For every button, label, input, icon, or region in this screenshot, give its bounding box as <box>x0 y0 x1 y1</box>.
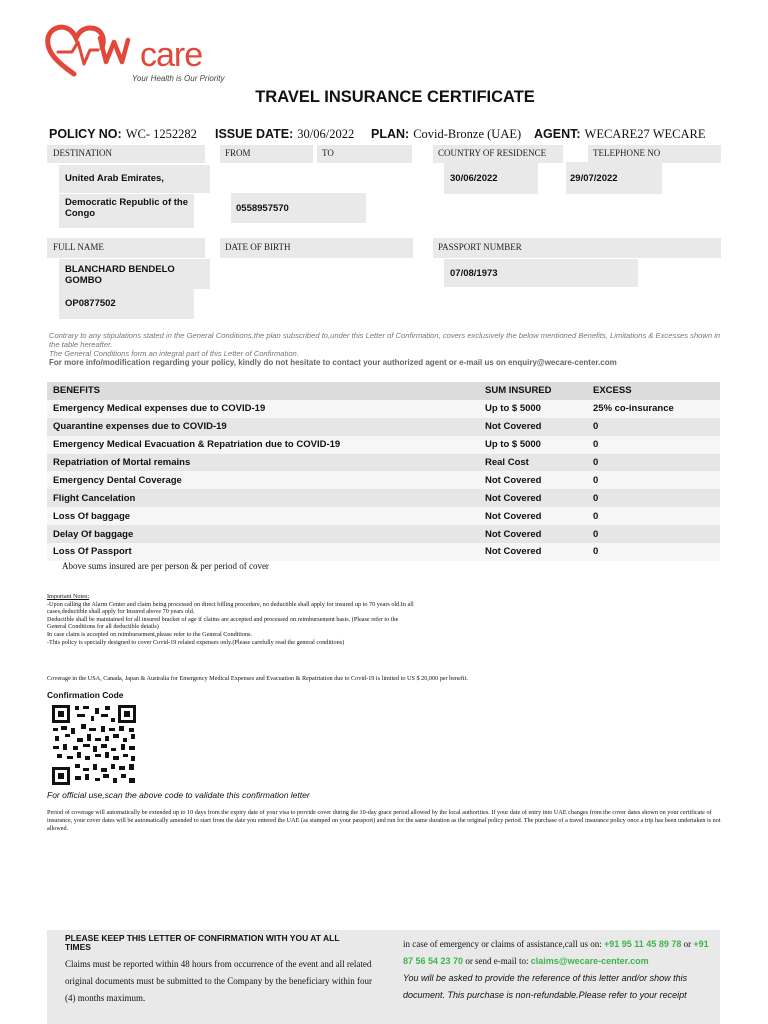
email-prefix: or send e-mail to: <box>465 956 529 966</box>
table-row <box>47 543 720 561</box>
excess: 0 <box>587 507 720 525</box>
excess: 0 <box>587 418 720 436</box>
col-benefits: BENEFITS <box>47 382 479 400</box>
col-sum-insured: SUM INSURED <box>479 382 587 400</box>
excess: 0 <box>587 436 720 454</box>
table-row <box>47 525 720 543</box>
from-label: FROM <box>220 145 313 163</box>
passport-value: OP0877502 <box>59 289 194 319</box>
sum-insured: Not Covered <box>479 489 587 507</box>
emergency-phone-1[interactable]: +91 95 11 45 89 78 <box>604 939 682 949</box>
agent-value: WECARE27 WECARE <box>584 126 706 141</box>
notes-line: General Conditions for all deductible details) <box>47 623 159 631</box>
sum-insured: Not Covered <box>479 418 587 436</box>
benefits-table <box>47 382 720 561</box>
policy-value: WC- 1252282 <box>125 126 197 141</box>
table-row <box>47 507 720 525</box>
residence-label: COUNTRY OF RESIDENCE <box>433 145 563 163</box>
fullname-label: FULL NAME <box>47 238 205 258</box>
benefits-footnote: Above sums insured are per person & per period of cover <box>62 561 269 571</box>
table-row <box>47 436 720 454</box>
destination-label: DESTINATION <box>47 145 205 163</box>
telephone-value: 0558957570 <box>231 193 366 223</box>
page-title: TRAVEL INSURANCE CERTIFICATE <box>255 88 535 106</box>
excess: 0 <box>587 525 720 543</box>
heart-logo-icon <box>44 22 144 82</box>
plan-label: PLAN: <box>371 127 410 141</box>
qr-code-icon <box>51 704 137 786</box>
sum-insured: Up to $ 5000 <box>479 400 587 418</box>
emergency-phone-2[interactable]: +91 87 56 54 23 70 <box>403 939 709 966</box>
table-row <box>47 418 720 436</box>
table-row <box>47 454 720 472</box>
notes-line: cases,deductible shall apply for Insured above 70 years old. <box>47 608 195 616</box>
benefit-name: Loss Of Passport <box>47 543 479 561</box>
benefit-name: Quarantine expenses due to COVID-19 <box>47 418 479 436</box>
policy-label: POLICY NO: <box>49 127 122 141</box>
benefit-name: Flight Cancelation <box>47 489 479 507</box>
destination-2: Democratic Republic of the Congo <box>59 194 194 228</box>
notes-heading: Important Notes: <box>47 593 90 600</box>
dob-label: DATE OF BIRTH <box>220 238 413 258</box>
issue-date <box>215 124 354 144</box>
benefit-name: Emergency Dental Coverage <box>47 471 479 489</box>
excess: 0 <box>587 543 720 561</box>
claims-text: Claims must be reported within 48 hours from occurrence of the event and all related original documents must be submitted to the Company by the beneficiary within four (4) months maximum. <box>65 959 372 1003</box>
to-label: TO <box>317 145 412 163</box>
confirmation-label: Confirmation Code <box>47 690 124 700</box>
benefit-name: Emergency Medical expenses due to COVID-19 <box>47 400 479 418</box>
logo-brand: care <box>140 36 203 74</box>
agent-label: AGENT: <box>534 127 581 141</box>
notes-line: -Upon calling the Alarm Center and claim being processed on direct billing procedure, no deductible shall apply for insured up to 70 years old.In all <box>47 600 414 608</box>
sum-insured: Not Covered <box>479 507 587 525</box>
telephone-label: TELEPHONE NO <box>588 145 721 163</box>
notes-line: -This policy is specially designed to cover Covid-19 related expenses only.(Please carefully read the general conditions) <box>47 638 345 646</box>
emergency-contact <box>403 936 713 970</box>
issue-value: 30/06/2022 <box>297 126 355 141</box>
sum-insured: Real Cost <box>479 454 587 472</box>
agent <box>534 124 705 144</box>
col-excess: EXCESS <box>587 382 720 400</box>
sum-insured: Not Covered <box>479 471 587 489</box>
passport-label: PASSPORT NUMBER <box>433 238 721 258</box>
disclaimer <box>49 331 725 367</box>
period-of-coverage: Period of coverage will automatically be extended up to 10 days from the expiry date of your visa to provide cover during the 10-day grace period allowed by the local authorities. If your date of entry into UAE changes from the cover dates shown on your certificate of insurance, your cover dates will be automatically amended to start from the date you entered the UAE (as stamped on your passport) and run for the same duration as the original policy period. The purchase of a travel insurance policy once a trip has been undertaken is not allowed. <box>47 809 721 832</box>
plan <box>371 124 521 144</box>
fullname-value: BLANCHARD BENDELO GOMBO <box>59 259 210 289</box>
claims-email-link[interactable]: claims@wecare-center.com <box>530 956 649 966</box>
destination-1: United Arab Emirates, <box>59 165 210 193</box>
sum-insured: Not Covered <box>479 543 587 561</box>
excess: 0 <box>587 454 720 472</box>
important-notes <box>47 593 547 646</box>
table-row <box>47 400 720 418</box>
policy-number <box>49 124 197 144</box>
sum-insured: Not Covered <box>479 525 587 543</box>
notes-line: In case claim is accepted on reimbursement,please refer to the General Conditions. <box>47 630 252 638</box>
plan-value: Covid-Bronze (UAE) <box>413 126 522 141</box>
disclaimer-line3: For more info/modification regarding your policy, kindly do not hesitate to contact your authorized agent or e-mail us on enquiry@wecare-center.com <box>49 358 617 367</box>
or-text: or <box>683 939 692 949</box>
excess: 0 <box>587 471 720 489</box>
sum-insured: Up to $ 5000 <box>479 436 587 454</box>
disclaimer-line2: The General Conditions form an integral part of this Letter of Confirmation. <box>49 349 299 358</box>
from-value: 30/06/2022 <box>444 162 538 194</box>
logo-tagline: Your Health is Our Priority <box>132 74 225 83</box>
excess: 25% co-insurance <box>587 400 720 418</box>
benefit-name: Repatriation of Mortal remains <box>47 454 479 472</box>
reference-text: You will be asked to provide the reference of this letter and/or show this document. This purchase is non-refundable.Please refer to your receipt <box>403 973 688 1000</box>
keep-heading: PLEASE KEEP THIS LETTER OF CONFIRMATION WITH YOU AT ALL TIMES <box>65 933 340 952</box>
benefit-name: Loss Of baggage <box>47 507 479 525</box>
table-row <box>47 489 720 507</box>
logo <box>44 22 244 86</box>
issue-label: ISSUE DATE: <box>215 127 294 141</box>
excess: 0 <box>587 489 720 507</box>
confirmation-caption: For official use,scan the above code to validate this confirmation letter <box>47 790 310 800</box>
dob-value: 07/08/1973 <box>444 259 638 287</box>
table-header-row <box>47 382 720 400</box>
emergency-prefix: in case of emergency or claims of assistance,call us on: <box>403 939 602 949</box>
to-value: 29/07/2022 <box>566 162 662 194</box>
coverage-note: Coverage in the USA, Canada, Japan & Australia for Emergency Medical Expenses and Evacuation & Repatriation due to Covid-19 is limited to US $ 20,000 per benefit. <box>47 675 468 682</box>
benefit-name: Emergency Medical Evacuation & Repatriation due to COVID-19 <box>47 436 479 454</box>
benefit-name: Delay Of baggage <box>47 525 479 543</box>
notes-line: Deductible shall be maintained for all insured bracket of age if claims are accepted and processed on reimbursement basis. (Please refer to the <box>47 615 399 623</box>
footer-panel <box>47 930 720 1024</box>
table-row <box>47 471 720 489</box>
disclaimer-line1: Contrary to any stipulations stated in the General Conditions,the plan subscribed to,under this Letter of Confirmation, covers exclusively the below mentioned Benefits, Limitations & Excesses shown in the table hereafter. <box>49 331 721 349</box>
